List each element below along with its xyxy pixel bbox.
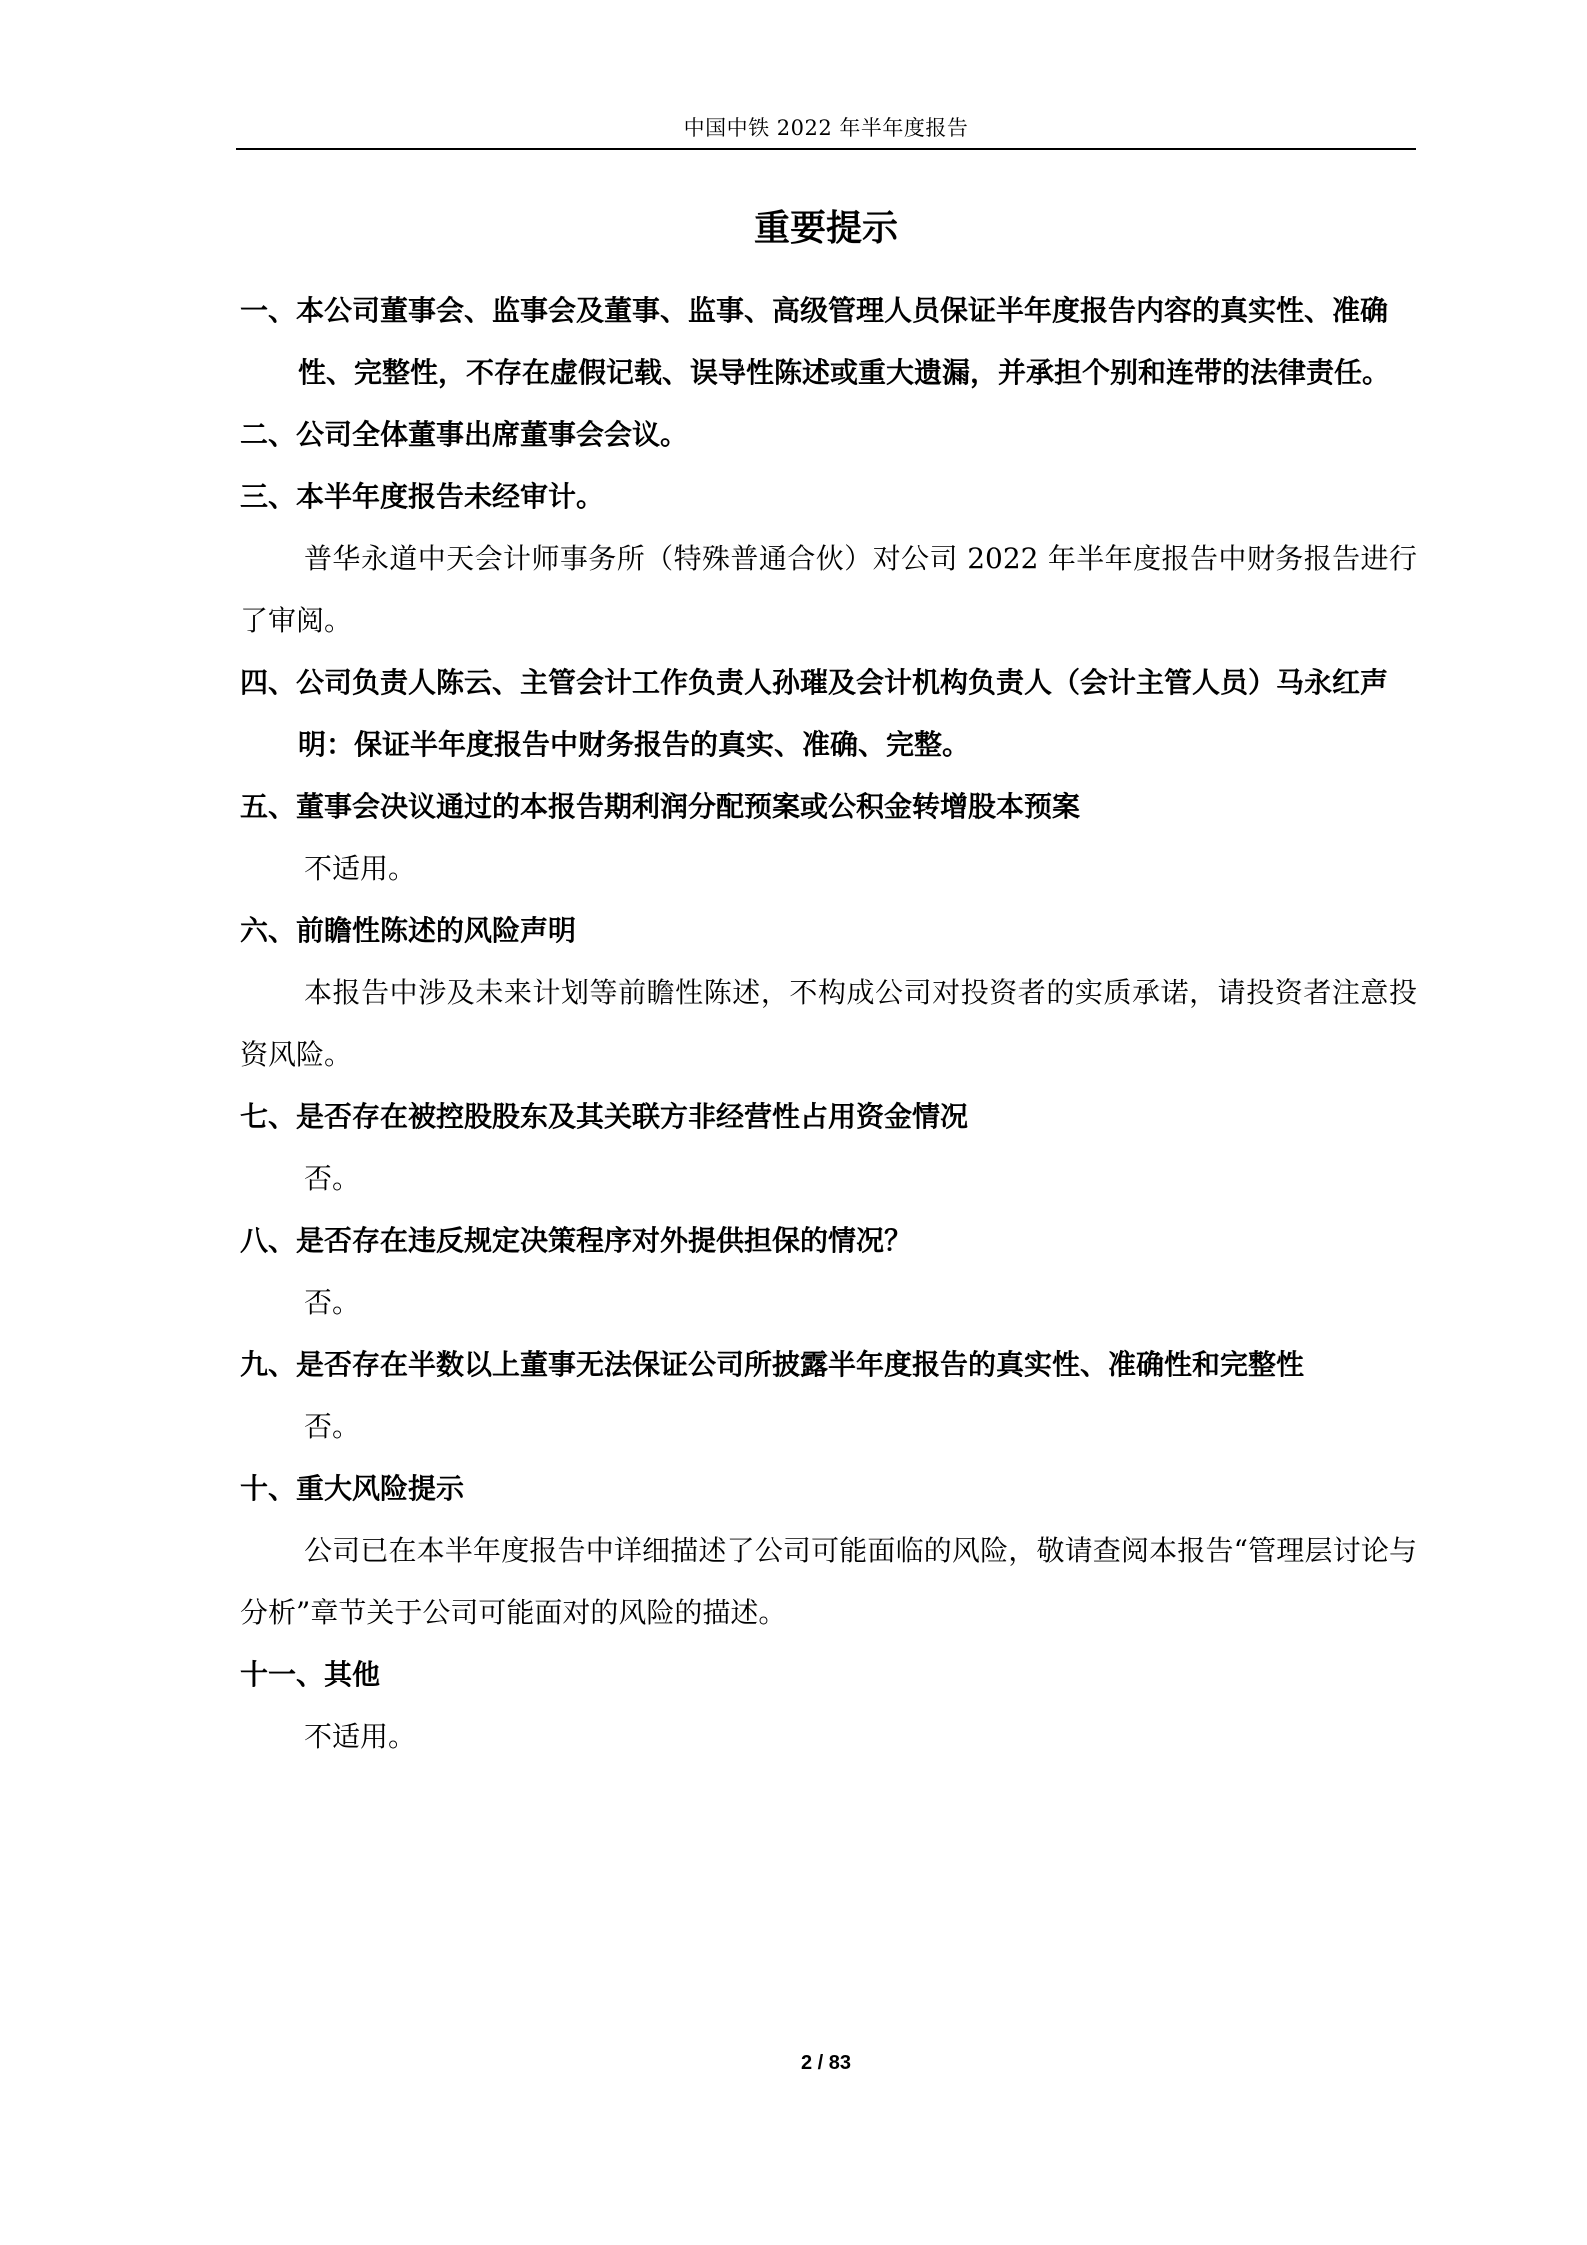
- section-heading: [240, 1334, 1417, 1396]
- section-body: 本报告中涉及未来计划等前瞻性陈述，不构成公司对投资者的实质承诺，请投资者注意投资风险。: [240, 976, 1417, 1071]
- section-heading-text: 是否存在被控股股东及其关联方非经营性占用资金情况: [296, 1100, 969, 1133]
- section-heading-text: 公司全体董事出席董事会会议。: [296, 418, 689, 451]
- section-heading: [240, 1086, 1417, 1148]
- section-7: [240, 1086, 1417, 1210]
- section-heading: [240, 280, 1417, 404]
- section-heading-text: 其他: [324, 1658, 381, 1691]
- section-heading: [240, 1644, 1417, 1706]
- page-title: 重要提示: [753, 207, 898, 249]
- section-heading: [240, 900, 1417, 962]
- section-heading: [240, 776, 1417, 838]
- section-body: 公司已在本半年度报告中详细描述了公司可能面临的风险，敬请查阅本报告“管理层讨论与分析”章节关于公司可能面对的风险的描述。: [240, 1534, 1417, 1629]
- section-heading: [240, 652, 1417, 776]
- section-4: [240, 652, 1417, 776]
- header-text: 中国中铁 2022 年半年度报告: [683, 116, 969, 140]
- section-heading-text: 是否存在违反规定决策程序对外提供担保的情况？: [296, 1224, 913, 1257]
- section-6: [240, 900, 1417, 1086]
- section-body: 普华永道中天会计师事务所（特殊普通合伙）对公司 2022 年半年度报告中财务报告进行了审阅。: [240, 542, 1417, 637]
- section-number: 二、: [240, 418, 297, 451]
- section-11: [240, 1644, 1417, 1768]
- page-header: [236, 108, 1416, 150]
- section-body: 不适用。: [304, 1720, 417, 1753]
- section-heading-text: 本半年度报告未经审计。: [296, 480, 605, 513]
- section-heading: [240, 404, 1417, 466]
- section-number: 六、: [240, 914, 297, 947]
- section-heading-text: 本公司董事会、监事会及董事、监事、高级管理人员保证半年度报告内容的真实性、准确性、完整性，不存在虚假记载、误导性陈述或重大遗漏，并承担个别和连带的法律责任。: [296, 294, 1391, 389]
- section-heading-text: 前瞻性陈述的风险声明: [296, 914, 577, 947]
- page-number: 2 / 83: [800, 2052, 852, 2074]
- section-10: [240, 1458, 1417, 1644]
- section-body: 不适用。: [304, 852, 417, 885]
- section-body: 否。: [304, 1162, 361, 1195]
- section-number: 五、: [240, 790, 297, 823]
- section-number: 一、: [240, 294, 297, 327]
- section-heading-text: 董事会决议通过的本报告期利润分配预案或公积金转增股本预案: [296, 790, 1081, 823]
- section-heading-text: 是否存在半数以上董事无法保证公司所披露半年度报告的真实性、准确性和完整性: [296, 1348, 1305, 1381]
- section-number: 十、: [240, 1472, 297, 1505]
- section-number: 八、: [240, 1224, 297, 1257]
- section-number: 十一、: [240, 1658, 325, 1691]
- section-body: 否。: [304, 1286, 361, 1319]
- document-body: [240, 280, 1417, 1768]
- section-9: [240, 1334, 1417, 1458]
- section-body: 否。: [304, 1410, 361, 1443]
- section-number: 九、: [240, 1348, 297, 1381]
- section-heading-text: 公司负责人陈云、主管会计工作负责人孙璀及会计机构负责人（会计主管人员）马永红声明：保证半年度报告中财务报告的真实、准确、完整。: [296, 666, 1389, 761]
- section-1: [240, 280, 1417, 404]
- section-number: 四、: [240, 666, 297, 699]
- section-heading-text: 重大风险提示: [296, 1472, 465, 1505]
- section-heading: [240, 466, 1417, 528]
- section-number: 三、: [240, 480, 297, 513]
- section-8: [240, 1210, 1417, 1334]
- section-5: [240, 776, 1417, 900]
- section-2: [240, 404, 1417, 466]
- section-3: [240, 466, 1417, 652]
- page-footer: [236, 2048, 1416, 2078]
- section-number: 七、: [240, 1100, 297, 1133]
- section-heading: [240, 1210, 1417, 1272]
- section-heading: [240, 1458, 1417, 1520]
